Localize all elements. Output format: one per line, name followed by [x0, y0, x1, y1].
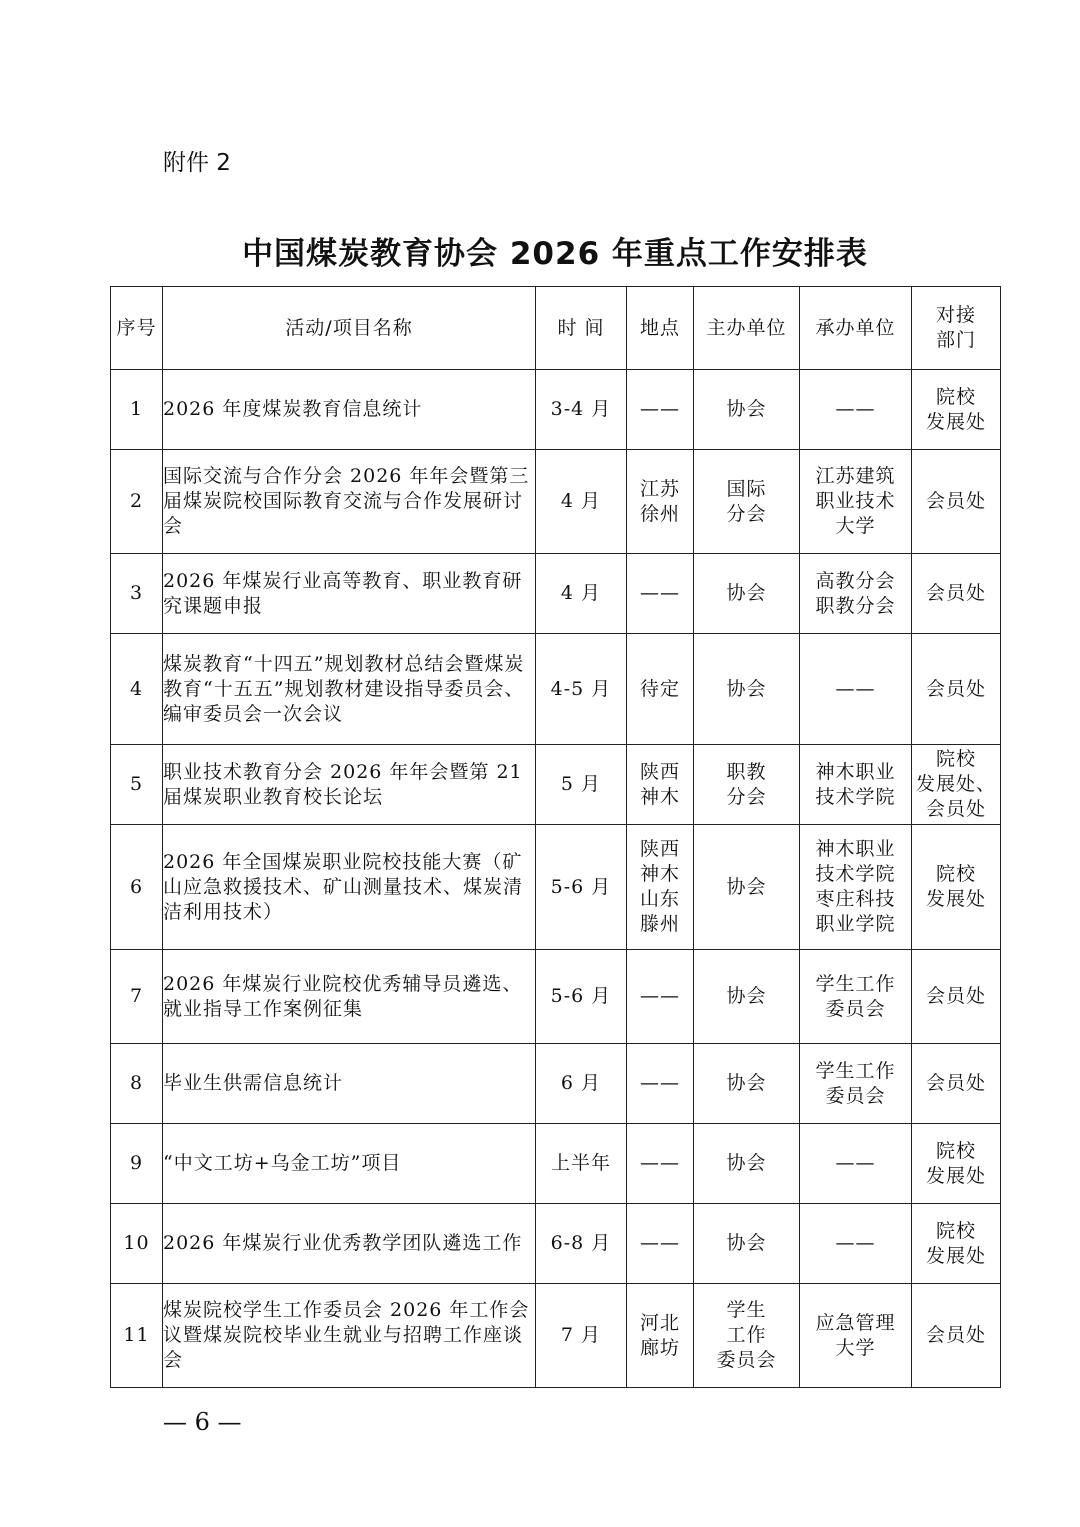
cell-no: 5 [111, 745, 163, 825]
cell-dept-line: 院校 [935, 1139, 976, 1162]
cell-organizer [800, 1044, 912, 1124]
cell-dept-line: 会员处 [925, 677, 986, 700]
cell-organizer [800, 1284, 912, 1388]
cell-organizer-line: 职教分会 [815, 594, 896, 617]
cell-place-line: —— [640, 1232, 680, 1254]
cell-place-line: 徐州 [639, 502, 680, 525]
cell-place-line: —— [640, 985, 680, 1007]
table-row [111, 950, 1001, 1044]
cell-dept-line: 会员处 [925, 1072, 986, 1094]
cell-dept [912, 745, 1001, 825]
cell-time: 6 月 [536, 1044, 627, 1124]
cell-place-line: 神木 [639, 863, 680, 885]
table-row [111, 1124, 1001, 1204]
cell-dept-line: 院校 [935, 748, 976, 770]
cell-place-line: 陕西 [639, 838, 680, 860]
cell-organizer-line: 神木职业 [815, 760, 896, 783]
cell-name: 职业技术教育分会 2026 年年会暨第 21 届煤炭职业教育校长论坛 [163, 745, 536, 825]
cell-host [694, 745, 800, 825]
cell-organizer-line: —— [835, 398, 876, 420]
cell-time: 4-5 月 [536, 634, 627, 745]
cell-organizer [800, 950, 912, 1044]
cell-host-line: 协会 [726, 875, 767, 898]
page-number: — 6 — [163, 1408, 242, 1436]
cell-no: 1 [111, 370, 163, 450]
table-row [111, 450, 1001, 554]
cell-name: 国际交流与合作分会 2026 年年会暨第三届煤炭院校国际教育交流与合作发展研讨会 [163, 450, 536, 554]
cell-dept-line: 会员处 [925, 1324, 986, 1346]
cell-time: 上半年 [536, 1124, 627, 1204]
cell-no: 4 [111, 634, 163, 745]
cell-organizer [800, 370, 912, 450]
cell-organizer-line: 委员会 [825, 1084, 886, 1107]
cell-no: 8 [111, 1044, 163, 1124]
cell-name: 2026 年度煤炭教育信息统计 [163, 370, 536, 450]
cell-organizer-line: 枣庄科技 [815, 888, 896, 910]
cell-dept-line: 会员处 [925, 798, 986, 820]
cell-place-line: —— [640, 1152, 680, 1174]
cell-name: 2026 年煤炭行业院校优秀辅导员遴选、就业指导工作案例征集 [163, 950, 536, 1044]
cell-dept [912, 1124, 1001, 1204]
cell-organizer-line: 委员会 [825, 997, 886, 1020]
cell-host [694, 1124, 800, 1204]
cell-host-line: 协会 [726, 1152, 767, 1174]
cell-host-line: 协会 [726, 677, 767, 700]
cell-organizer-line: —— [835, 1152, 876, 1174]
cell-host [694, 1284, 800, 1388]
cell-place [627, 1044, 694, 1124]
cell-dept [912, 825, 1001, 950]
cell-organizer-line: —— [835, 1232, 876, 1254]
cell-dept [912, 370, 1001, 450]
cell-place [627, 1284, 694, 1388]
cell-name: “中文工坊+乌金工坊”项目 [163, 1124, 536, 1204]
cell-place [627, 554, 694, 634]
cell-organizer-line: 职业学院 [815, 913, 896, 935]
header-place: 地点 [627, 287, 694, 370]
cell-name: 2026 年煤炭行业高等教育、职业教育研究课题申报 [163, 554, 536, 634]
header-host: 主办单位 [694, 287, 800, 370]
header-dept-line2: 部门 [935, 329, 976, 351]
cell-host [694, 450, 800, 554]
cell-organizer [800, 1204, 912, 1284]
cell-name: 毕业生供需信息统计 [163, 1044, 536, 1124]
cell-host-line: 工作 [726, 1324, 767, 1346]
cell-organizer [800, 634, 912, 745]
cell-dept-line: 院校 [935, 1219, 976, 1242]
cell-place-line: 河北 [639, 1311, 680, 1334]
cell-host-line: 协会 [726, 582, 767, 604]
cell-host-line: 协会 [726, 398, 767, 420]
cell-dept [912, 950, 1001, 1044]
cell-host-line: 协会 [726, 985, 767, 1007]
cell-dept-line: 发展处 [925, 888, 986, 910]
cell-organizer-line: 江苏建筑 [815, 465, 896, 487]
cell-place [627, 450, 694, 554]
header-dept-line1: 对接 [935, 304, 976, 326]
cell-no: 6 [111, 825, 163, 950]
cell-dept-line: 院校 [935, 863, 976, 885]
cell-organizer-line: 高教分会 [815, 569, 896, 592]
cell-name: 煤炭教育“十四五”规划教材总结会暨煤炭教育“十五五”规划教材建设指导委员会、编审委员会一次会议 [163, 634, 536, 745]
cell-dept [912, 1284, 1001, 1388]
cell-name: 2026 年煤炭行业优秀教学团队遴选工作 [163, 1204, 536, 1284]
cell-host [694, 950, 800, 1044]
cell-time: 3-4 月 [536, 370, 627, 450]
cell-time: 5 月 [536, 745, 627, 825]
cell-organizer-line: 学生工作 [815, 972, 896, 995]
cell-no: 9 [111, 1124, 163, 1204]
cell-dept-line: 发展处、 [915, 773, 996, 795]
header-name: 活动/项目名称 [163, 287, 536, 370]
cell-dept [912, 450, 1001, 554]
cell-dept-line: 会员处 [925, 582, 986, 604]
cell-host-line: 协会 [726, 1072, 767, 1094]
cell-organizer-line: 应急管理 [815, 1311, 896, 1334]
table-row [111, 1204, 1001, 1284]
cell-place-line: 山东 [639, 888, 680, 910]
table-header-row [111, 287, 1001, 370]
table-row [111, 634, 1001, 745]
header-no: 序号 [111, 287, 163, 370]
cell-dept [912, 554, 1001, 634]
cell-place-line: —— [640, 398, 680, 420]
page-title: 中国煤炭教育协会 2026 年重点工作安排表 [242, 236, 868, 272]
table-row [111, 825, 1001, 950]
table-row [111, 370, 1001, 450]
table-row [111, 1284, 1001, 1388]
cell-host [694, 825, 800, 950]
cell-dept [912, 1204, 1001, 1284]
cell-organizer [800, 554, 912, 634]
cell-no: 11 [111, 1284, 163, 1388]
cell-time: 7 月 [536, 1284, 627, 1388]
cell-host-line: 学生 [726, 1299, 767, 1321]
cell-dept [912, 1044, 1001, 1124]
cell-dept-line: 发展处 [925, 1244, 986, 1267]
cell-host [694, 1204, 800, 1284]
header-time: 时 间 [536, 287, 627, 370]
cell-place [627, 950, 694, 1044]
table-row [111, 745, 1001, 825]
cell-organizer-line: 技术学院 [815, 785, 896, 808]
cell-place [627, 745, 694, 825]
table-row [111, 1044, 1001, 1124]
cell-dept [912, 634, 1001, 745]
header-organizer: 承办单位 [800, 287, 912, 370]
cell-organizer-line: 大学 [835, 1336, 876, 1359]
cell-dept-line: 会员处 [925, 490, 986, 512]
cell-no: 7 [111, 950, 163, 1044]
cell-host-line: 国际 [726, 477, 767, 500]
cell-place-line: 神木 [639, 785, 680, 808]
cell-host-line: 协会 [726, 1232, 767, 1254]
cell-host-line: 分会 [726, 785, 767, 808]
cell-place [627, 1124, 694, 1204]
cell-place-line: 廊坊 [639, 1336, 680, 1359]
cell-name: 2026 年全国煤炭职业院校技能大赛（矿山应急救援技术、矿山测量技术、煤炭清洁利用技术） [163, 825, 536, 950]
cell-place [627, 634, 694, 745]
cell-name: 煤炭院校学生工作委员会 2026 年工作会议暨煤炭院校毕业生就业与招聘工作座谈会 [163, 1284, 536, 1388]
header-dept [912, 287, 1001, 370]
table-row [111, 554, 1001, 634]
cell-organizer-line: 神木职业 [815, 838, 896, 860]
cell-dept-line: 会员处 [925, 985, 986, 1007]
schedule-table [110, 286, 1001, 1388]
cell-host-line: 职教 [726, 760, 767, 783]
cell-place-line: 滕州 [639, 913, 680, 935]
cell-place-line: —— [640, 1072, 680, 1094]
cell-organizer [800, 825, 912, 950]
cell-host-line: 委员会 [716, 1349, 777, 1371]
cell-organizer [800, 745, 912, 825]
cell-time: 4 月 [536, 554, 627, 634]
cell-dept-line: 发展处 [925, 1164, 986, 1187]
cell-host [694, 370, 800, 450]
cell-organizer [800, 450, 912, 554]
cell-host-line: 分会 [726, 502, 767, 525]
cell-dept-line: 院校 [935, 385, 976, 408]
cell-time: 4 月 [536, 450, 627, 554]
cell-dept-line: 发展处 [925, 410, 986, 433]
cell-time: 6-8 月 [536, 1204, 627, 1284]
cell-time: 5-6 月 [536, 825, 627, 950]
cell-no: 2 [111, 450, 163, 554]
cell-organizer-line: 大学 [835, 515, 876, 537]
cell-place-line: 江苏 [639, 477, 680, 500]
cell-organizer-line: 技术学院 [815, 863, 896, 885]
attachment-label: 附件 2 [163, 150, 231, 176]
cell-organizer-line: 学生工作 [815, 1059, 896, 1082]
cell-no: 3 [111, 554, 163, 634]
cell-host [694, 634, 800, 745]
cell-organizer [800, 1124, 912, 1204]
cell-place [627, 825, 694, 950]
cell-place-line: —— [640, 582, 680, 604]
cell-host [694, 554, 800, 634]
cell-time: 5-6 月 [536, 950, 627, 1044]
cell-no: 10 [111, 1204, 163, 1284]
cell-organizer-line: 职业技术 [815, 490, 896, 512]
cell-place [627, 1204, 694, 1284]
cell-host [694, 1044, 800, 1124]
cell-place-line: 待定 [639, 677, 680, 700]
cell-place-line: 陕西 [639, 760, 680, 783]
cell-organizer-line: —— [835, 677, 876, 700]
cell-place [627, 370, 694, 450]
